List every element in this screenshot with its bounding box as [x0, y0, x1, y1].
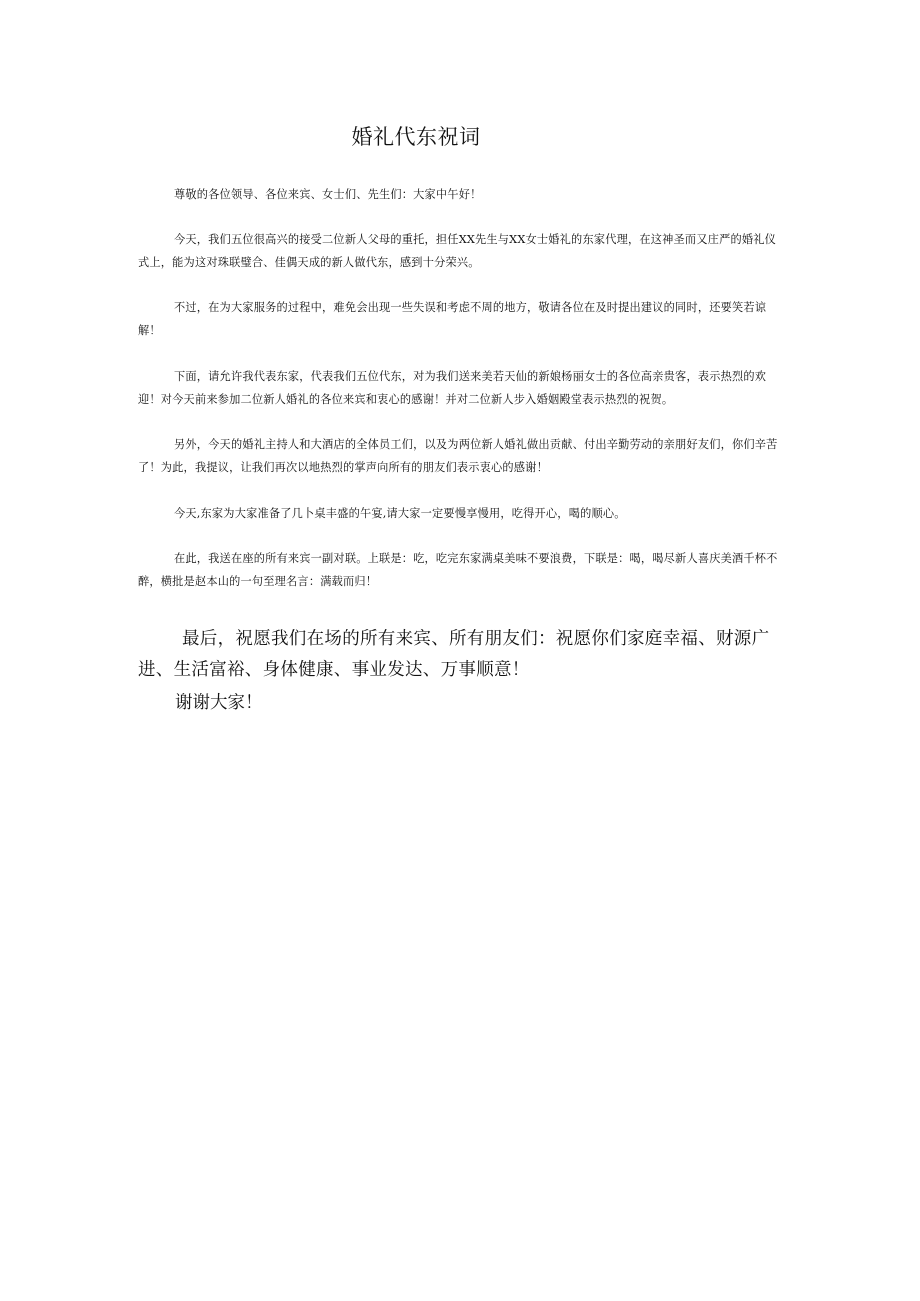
paragraph-banquet: 今天,东家为大家准备了几卜桌丰盛的午宴,请大家一定要慢享慢用，吃得开心，喝的顺心。 — [174, 507, 626, 520]
document-title: 婚礼代东祝词 — [351, 125, 481, 149]
closing-blessing: 最后，祝愿我们在场的所有来宾、所有朋友们：祝愿你们家庭幸福、财源广进、生活富裕、身体健康、事业发达、万事顺意！ — [138, 629, 770, 680]
paragraph-greeting: 尊敬的各位领导、各位来宾、女士们、先生们：大家中午好！ — [174, 188, 482, 201]
paragraph-welcome: 下面，请允许我代表东家，代表我们五位代东，对为我们送来美若天仙的新娘杨丽女士的各位高亲贵客，表示热烈的欢迎！对今天前来参加二位新人婚礼的各位来宾和衷心的感谢！并对二位新人步入婚姻殿堂表示热烈的祝贺。 — [138, 370, 767, 406]
paragraph-thanks-staff: 另外，今天的婚礼主持人和大酒店的全体员工们，以及为两位新人婚礼做出贡献、付出辛勤劳动的亲朋好友们，你们辛苦了！为此，我提议，让我们再次以地热烈的掌声向所有的朋友们表示衷心的感谢！ — [138, 438, 778, 474]
paragraph-introduction: 今天，我们五位很高兴的接受二位新人父母的重托，担任XX先生与XX女士婚礼的东家代理，在这神圣而又庄严的婚礼仪式上，能为这对珠联璧合、佳偶天成的新人做代东，感到十分荣兴。 — [138, 233, 777, 269]
paragraph-apology: 不过，在为大家服务的过程中，难免会出现一些失误和考虑不周的地方，敬请各位在及时提出建议的同时，还要笑若谅解！ — [138, 301, 767, 337]
paragraph-couplet: 在此，我送在座的所有来宾一副对联。上联是：吃，吃完东家满桌美味不要浪费，下联是：喝，喝尽新人喜庆美酒千杯不醉，横批是赵本山的一句至理名言：满载而归！ — [138, 552, 778, 588]
closing-thanks: 谢谢大家！ — [175, 693, 263, 713]
